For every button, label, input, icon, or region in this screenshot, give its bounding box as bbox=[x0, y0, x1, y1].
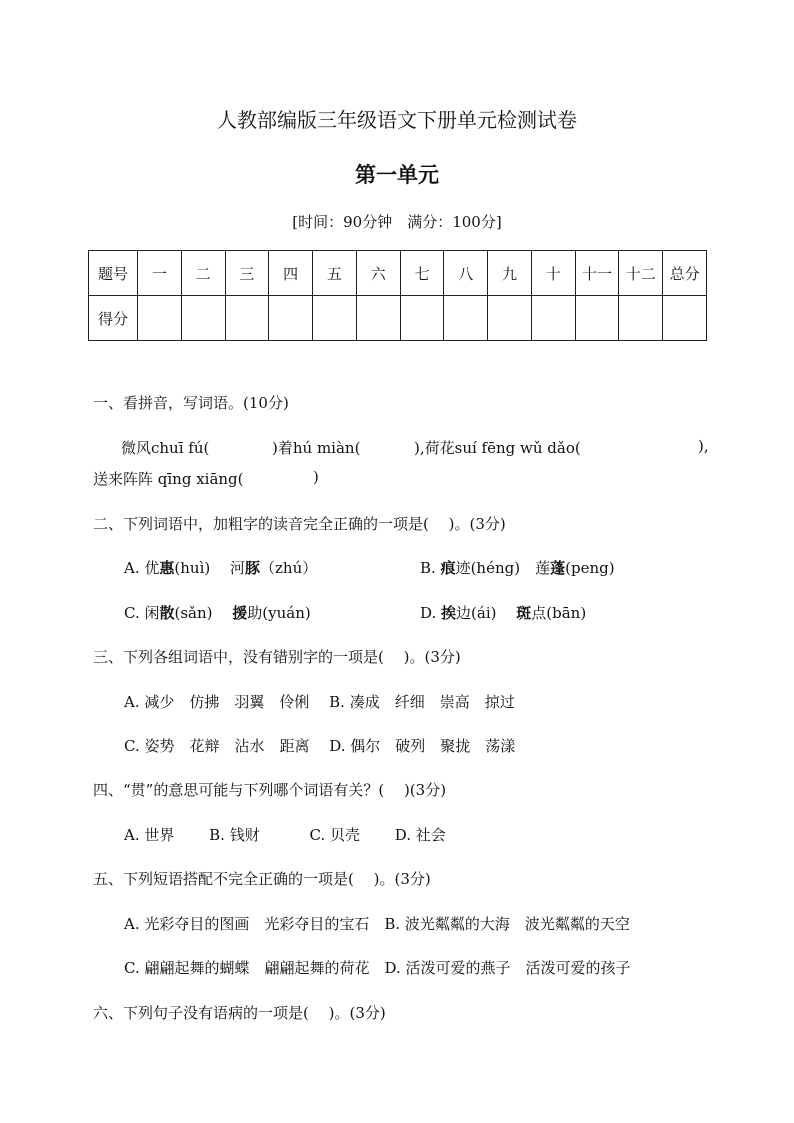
score-cell[interactable] bbox=[575, 296, 619, 341]
q2-option-b[interactable] bbox=[420, 557, 615, 578]
score-cell[interactable] bbox=[531, 296, 575, 341]
q1-text-b: )着hú miàn( bbox=[272, 439, 361, 457]
q2-a-mid: (huì) 河 bbox=[174, 559, 245, 577]
score-cell[interactable] bbox=[181, 296, 225, 341]
score-cell[interactable] bbox=[356, 296, 400, 341]
q2-option-a[interactable] bbox=[124, 557, 317, 578]
score-table-header-cell: 十一 bbox=[575, 251, 619, 296]
score-table-header-cell: 八 bbox=[444, 251, 488, 296]
score-table-header-row bbox=[89, 251, 707, 296]
q2-c-bold2: 援 bbox=[232, 604, 248, 622]
score-table-score-row bbox=[89, 296, 707, 341]
q2-heading: 二、下列词语中，加粗字的读音完全正确的一项是( )。(3分) bbox=[93, 515, 506, 533]
time-info: [时间：90分钟 满分：100分] bbox=[292, 213, 502, 231]
q2-b-mid: 迹(héng) 莲 bbox=[455, 559, 551, 577]
q1-text-a: 微风chuī fú( bbox=[121, 439, 210, 457]
q2-c-mid: (sǎn) bbox=[174, 604, 233, 622]
score-table-header-cell: 总分 bbox=[663, 251, 707, 296]
score-table-header-cell: 七 bbox=[400, 251, 444, 296]
score-table-header-cell: 一 bbox=[138, 251, 182, 296]
score-table-header-cell: 十 bbox=[531, 251, 575, 296]
q2-c-pre: C. 闲 bbox=[124, 604, 160, 622]
q1-text-d: ), bbox=[698, 437, 709, 455]
q2-d-pre: D. bbox=[420, 604, 442, 622]
q4-options[interactable]: A. 世界 B. 钱财 C. 贝壳 D. 社会 bbox=[124, 826, 446, 844]
q2-a-bold1: 惠 bbox=[159, 559, 175, 577]
q2-b-pre: B. bbox=[420, 559, 441, 577]
score-table-header-cell: 三 bbox=[225, 251, 269, 296]
score-cell[interactable] bbox=[488, 296, 532, 341]
q1-text-c: ),荷花suí fēng wǔ dǎo( bbox=[414, 439, 581, 457]
score-cell[interactable] bbox=[663, 296, 707, 341]
score-cell[interactable] bbox=[313, 296, 357, 341]
score-table-header-cell: 题号 bbox=[89, 251, 138, 296]
q2-a-bold2: 豚 bbox=[244, 559, 260, 577]
unit-title: 第一单元 bbox=[355, 162, 439, 187]
q3-options-line1[interactable]: A. 减少 仿拂 羽翼 伶俐 B. 凑成 纤细 崇高 掠过 bbox=[124, 693, 515, 711]
q1-text-line2-b: ) bbox=[313, 468, 319, 486]
q6-heading: 六、下列句子没有语病的一项是( )。(3分) bbox=[93, 1004, 386, 1022]
score-table-header-cell: 九 bbox=[488, 251, 532, 296]
score-table-header-cell: 五 bbox=[313, 251, 357, 296]
q5-heading: 五、下列短语搭配不完全正确的一项是( )。(3分) bbox=[93, 870, 431, 888]
q2-b-post: (peng) bbox=[565, 559, 615, 577]
score-row-label: 得分 bbox=[89, 296, 138, 341]
score-table bbox=[88, 250, 707, 341]
q5-options-line1[interactable]: A. 光彩夺目的图画 光彩夺目的宝石 B. 波光粼粼的大海 波光粼粼的天空 bbox=[124, 915, 630, 933]
score-cell[interactable] bbox=[444, 296, 488, 341]
score-cell[interactable] bbox=[225, 296, 269, 341]
q2-a-post: （zhú） bbox=[260, 559, 318, 577]
score-cell[interactable] bbox=[619, 296, 663, 341]
q3-heading: 三、下列各组词语中，没有错别字的一项是( )。(3分) bbox=[93, 648, 461, 666]
page-title: 人教部编版三年级语文下册单元检测试卷 bbox=[217, 108, 577, 132]
score-cell[interactable] bbox=[138, 296, 182, 341]
q2-d-bold2: 斑 bbox=[516, 604, 532, 622]
score-cell[interactable] bbox=[269, 296, 313, 341]
q2-option-d[interactable] bbox=[420, 602, 586, 623]
q2-d-bold1: 挨 bbox=[441, 604, 457, 622]
q2-c-post: 助(yuán) bbox=[247, 604, 311, 622]
score-table-header-cell: 二 bbox=[181, 251, 225, 296]
score-table-header-cell: 四 bbox=[269, 251, 313, 296]
q2-d-mid: 边(ái) bbox=[456, 604, 517, 622]
q1-text-line2-a: 送来阵阵 qīng xiāng( bbox=[93, 470, 244, 488]
q2-c-bold1: 散 bbox=[159, 604, 175, 622]
q2-option-c[interactable] bbox=[124, 602, 311, 623]
score-table-header-cell: 十二 bbox=[619, 251, 663, 296]
q3-options-line2[interactable]: C. 姿势 花辩 沾水 距离 D. 偶尔 破列 聚拢 荡漾 bbox=[124, 737, 516, 755]
q2-d-post: 点(bān) bbox=[531, 604, 587, 622]
q4-heading: 四、“贯”的意思可能与下列哪个词语有关？( )(3分) bbox=[93, 781, 447, 799]
q5-options-line2[interactable]: C. 翩翩起舞的蝴蝶 翩翩起舞的荷花 D. 活泼可爱的燕子 活泼可爱的孩子 bbox=[124, 959, 631, 977]
q2-b-bold2: 蓬 bbox=[550, 559, 566, 577]
score-table-header-cell: 六 bbox=[356, 251, 400, 296]
q2-a-pre: A. 优 bbox=[124, 559, 160, 577]
score-cell[interactable] bbox=[400, 296, 444, 341]
q2-b-bold1: 痕 bbox=[440, 559, 456, 577]
q1-heading: 一、看拼音，写词语。(10分) bbox=[93, 394, 289, 412]
